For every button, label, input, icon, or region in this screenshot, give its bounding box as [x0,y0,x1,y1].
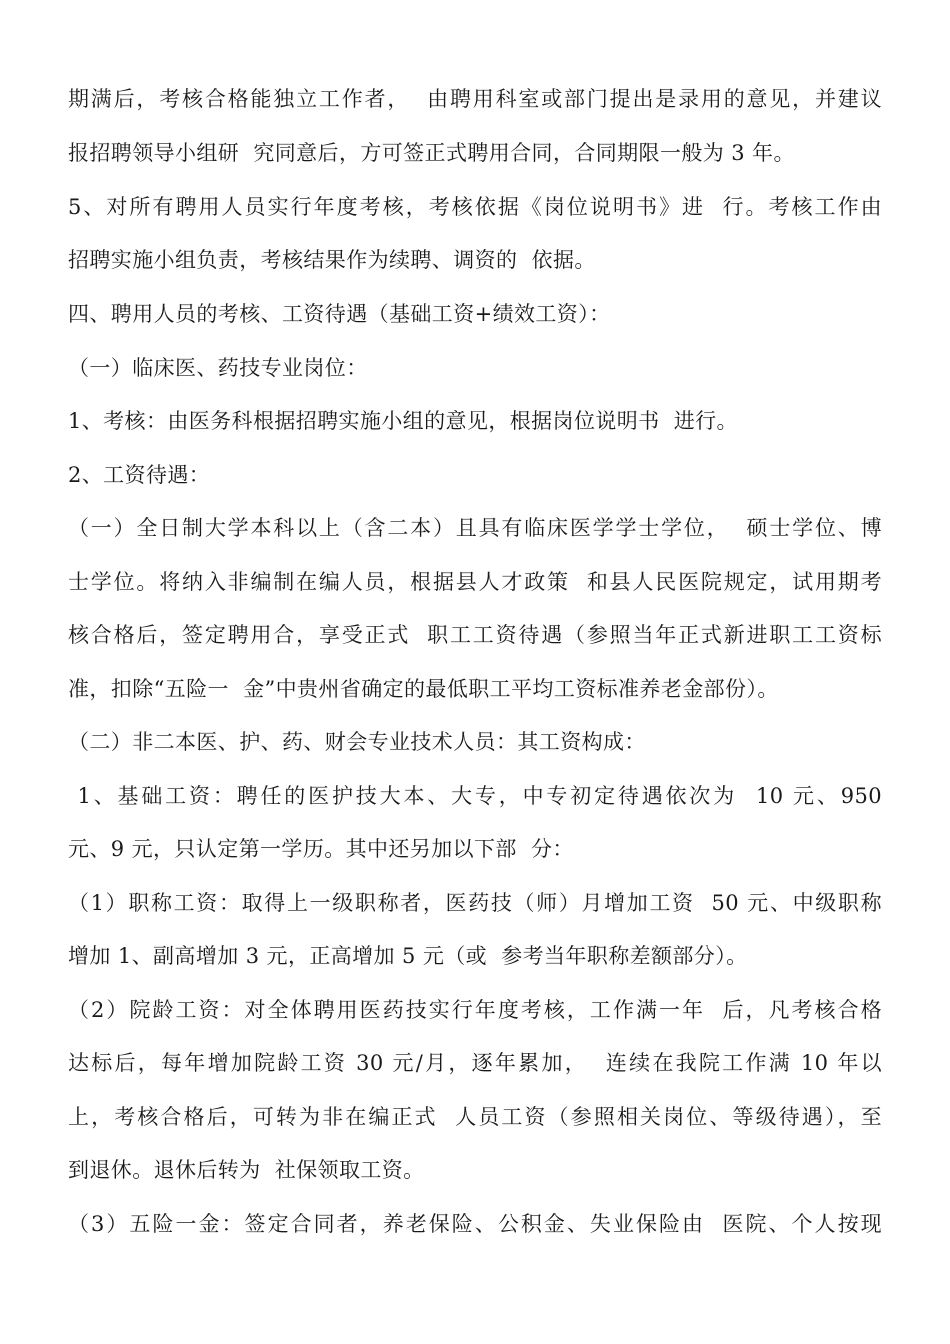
text-line-16: （1）职称工资：取得上一级职称者，医药技（师）月增加工资 50 元、中级职称 [68,891,882,915]
text-line-11: 核合格后，签定聘用合，享受正式 职工工资待遇（参照当年正式新进职工工资标 [68,623,882,647]
text-line-20: 上，考核合格后，可转为非在编正式 人员工资（参照相关岗位、等级待遇），至 [68,1105,882,1129]
text-line-9: （一）全日制大学本科以上（含二本）且具有临床医学学士学位， 硕士学位、博 [68,516,882,540]
text-line-3: 5、对所有聘用人员实行年度考核，考核依据《岗位说明书》进 行。考核工作由 [68,195,882,219]
subsection-heading-2: （二）非二本医、护、药、财会专业技术人员：其工资构成： [68,730,646,754]
text-line-17: 增加 1、副高增加 3 元，正高增加 5 元（或 参考当年职称差额部分）。 [68,944,748,968]
text-line-12: 准，扣除“五险一 金”中贵州省确定的最低职工平均工资标准养老金部份）。 [68,677,779,701]
text-line-4: 招聘实施小组负责，考核结果作为续聘、调资的 依据。 [68,248,596,272]
text-line-21: 到退休。退休后转为 社保领取工资。 [68,1158,425,1182]
text-line-18: （2）院龄工资：对全体聘用医药技实行年度考核，工作满一年 后，凡考核合格 [68,998,882,1022]
text-line-14: 1、基础工资：聘任的医护技大本、大专，中专初定待遇依次为 10 元、950 [68,784,882,808]
section-heading-4: 四、聘用人员的考核、工资待遇（基础工资+绩效工资）： [68,302,611,326]
text-line-1: 期满后，考核合格能独立工作者， 由聘用科室或部门提出是录用的意见，并建议 [68,87,882,111]
text-line-2: 报招聘领导小组研 究同意后，方可签正式聘用合同，合同期限一般为 3 年。 [68,141,795,165]
text-line-8: 2、工资待遇： [68,463,211,487]
text-line-19: 达标后，每年增加院龄工资 30 元/月，逐年累加， 连续在我院工作满 10 年以 [68,1051,882,1075]
text-line-10: 士学位。将纳入非编制在编人员，根据县人才政策 和县人民医院规定，试用期考 [68,570,882,594]
text-line-22: （3）五险一金：签定合同者，养老保险、公积金、失业保险由 医院、个人按现 [68,1212,882,1236]
text-line-7: 1、考核：由医务科根据招聘实施小组的意见，根据岗位说明书 进行。 [68,409,738,433]
subsection-heading-1: （一）临床医、药技专业岗位： [68,356,368,380]
text-line-15: 元、9 元，只认定第一学历。其中还另加以下部 分： [68,837,574,861]
